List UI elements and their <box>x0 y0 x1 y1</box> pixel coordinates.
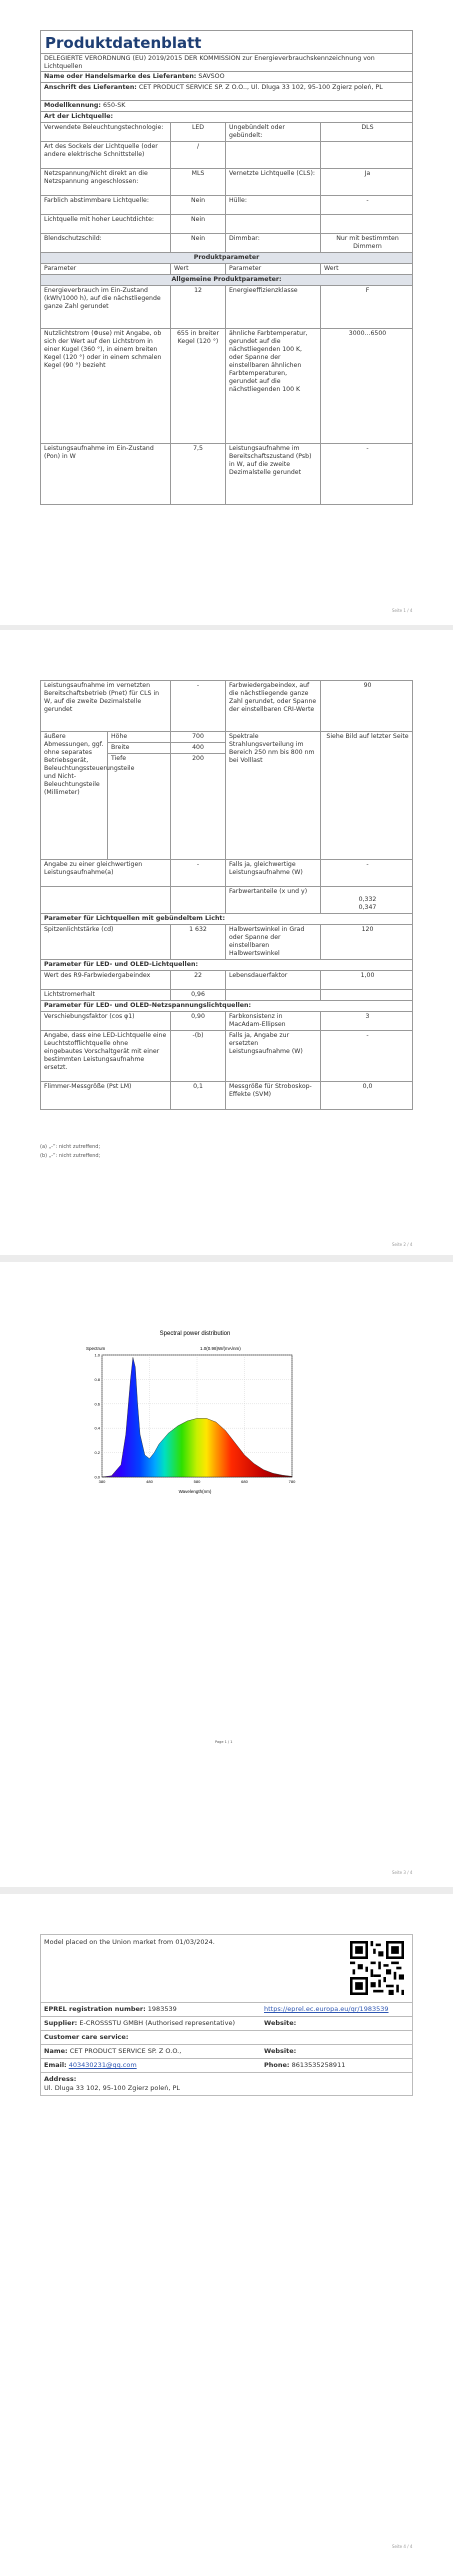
eprel-label: EPREL registration number: <box>44 2005 146 2013</box>
type-row-1 <box>41 142 412 169</box>
chart-xlabel: Wavelength(nm) <box>178 1489 212 1494</box>
col-header-value: Wert <box>171 264 226 274</box>
model-label: Modellkennung: <box>44 102 101 109</box>
type-param: Farblich abstimmbare Lichtquelle: <box>41 196 171 214</box>
value: 0,96 <box>171 990 226 1000</box>
phone-cell <box>261 2059 414 2072</box>
type-value: Nein <box>171 234 226 252</box>
chart-annotation: 1.0(0.98)W/(mA/nm) <box>200 1346 241 1351</box>
general-row-0 <box>41 286 412 329</box>
eprel-row <box>41 2003 412 2017</box>
supplier-address-label: Anschrift des Lieferanten: <box>44 84 137 91</box>
general-params-band: Allgemeine Produktparameter: <box>41 275 412 286</box>
equiv-label: Angabe zu einer gleichwertigen Leistungsaufnahme(a) <box>41 860 171 886</box>
page-footer: Seite 2 / 4 <box>392 1242 413 1247</box>
page-footer: Seite 3 / 4 <box>392 1870 413 1875</box>
placed-text: Model placed on the Union market from 01/03/2024. <box>44 1938 215 1946</box>
dim-depth-label: Tiefe <box>111 755 127 762</box>
x-tick-label: 380 <box>98 1479 106 1484</box>
dim-width-value: 400 <box>171 743 225 754</box>
type-row-4 <box>41 215 412 234</box>
x-tick-label: 480 <box>146 1479 153 1484</box>
chart-title: Spectral power distribution <box>159 1331 231 1337</box>
param: Farbkonsistenz in MacAdam-Ellipsen <box>226 1012 321 1030</box>
mains-row-1 <box>41 1031 412 1082</box>
equivalence-row <box>41 860 412 887</box>
type-param: Art des Sockels der Lichtquelle (oder andere elektrische Schnittstelle) <box>41 142 171 168</box>
dimensions-label: äußere Abmessungen, ggf. ohne separates Betriebsgerät, Beleuchtungssteuerungsteile und Nicht-Beleuchtungsteile (Millimeter) <box>41 732 108 859</box>
dimension-names <box>108 732 171 859</box>
chromaticity-values <box>321 887 414 913</box>
led-row-1 <box>41 990 412 1001</box>
page-footer: Seite 4 / 4 <box>392 2544 413 2549</box>
value: 90 <box>363 682 372 689</box>
type-value: Ja <box>364 170 371 177</box>
type-value: - <box>366 197 369 204</box>
param: Wert des R9-Farbwiedergabeindex <box>41 971 171 989</box>
general-param: ähnliche Farbtemperatur, gerundet auf die nächstliegenden 100 K, oder Spanne der einstellbaren ähnlichen Farbtemperaturen, gerundet auf die nächstliegenden 100 K <box>226 329 321 443</box>
type-value: DLS <box>361 124 374 131</box>
website2-cell <box>261 2045 414 2058</box>
x-tick-label: 680 <box>241 1479 248 1484</box>
general-param: Nutzlichtstrom (Φuse) mit Angabe, ob sich der Wert auf den Lichtstrom in einer Kugel (360 °), in einem breiten Kegel (120 °) oder in einem schmalen Kegel (90 °) bezieht <box>41 329 171 443</box>
empty-cell <box>41 887 171 913</box>
param: Leistungsaufnahme im vernetzten Bereitschaftsbetrieb (Pnet) für CLS in W, auf die zweite Dezimalstelle gerundet <box>41 681 171 731</box>
regulation-text: DELEGIERTE VERORDNUNG (EU) 2019/2015 DER KOMMISSION zur Energieverbrauchskennzeichnung von Lichtquellen <box>41 54 412 72</box>
email-cell <box>41 2059 261 2072</box>
supplier-row <box>41 2017 412 2031</box>
type-value <box>321 215 414 233</box>
type-value: Nein <box>171 215 226 233</box>
name-value: CET PRODUCT SERVICE SP. Z O.O., <box>69 2047 182 2055</box>
supplier-address-row <box>41 83 412 101</box>
value: 3 <box>365 1013 370 1020</box>
y-tick-label: 1.0 <box>94 1352 100 1358</box>
led-row-0 <box>41 971 412 990</box>
eprel-link-cell[interactable] <box>261 2003 414 2016</box>
param: Messgröße für Stroboskop-Effekte (SVM) <box>226 1082 321 1109</box>
dim-height-value: 700 <box>171 732 225 743</box>
type-value: MLS <box>171 169 226 195</box>
param: Falls ja, Angabe zur ersetzten Leistungsaufnahme (W) <box>226 1031 321 1081</box>
y-tick-label: 0.8 <box>94 1376 100 1382</box>
spectral-value: Siehe Bild auf letzter Seite <box>326 733 409 740</box>
placed-row <box>41 1935 412 2003</box>
ccs-label: Customer care service: <box>44 2033 129 2041</box>
value: 120 <box>361 926 374 933</box>
col-header-parameter: Parameter <box>41 264 171 274</box>
type-param: Blendschutzschild: <box>41 234 171 252</box>
param: Flimmer-Messgröße (Pst LM) <box>41 1082 171 1109</box>
mains-row-2 <box>41 1082 412 1109</box>
page-2 <box>0 630 453 1255</box>
directional-band: Parameter für Lichtquellen mit gebündeltem Licht: <box>41 914 412 925</box>
mains-band: Parameter für LED- und OLED-Netzspannungslichtquellen: <box>41 1001 412 1012</box>
name-row <box>41 2045 412 2059</box>
page-title: Produktdatenblatt <box>41 31 412 54</box>
product-params-band: Produktparameter <box>41 253 412 264</box>
page-1 <box>0 0 453 625</box>
param: Lichtstromerhalt <box>41 990 171 1000</box>
plot-area <box>94 1353 296 1485</box>
column-headers <box>41 264 412 275</box>
y-tick-label: 0.2 <box>94 1450 100 1456</box>
col-header-parameter: Parameter <box>226 264 321 274</box>
website-cell <box>261 2017 414 2030</box>
value: 0,90 <box>171 1012 226 1030</box>
phone-label: Phone: <box>264 2061 290 2069</box>
type-param <box>226 142 321 168</box>
chart-ylabel: Spectrum <box>86 1346 106 1351</box>
eprel-value: 1983539 <box>147 2005 177 2013</box>
datasheet-table-p1 <box>40 30 413 505</box>
supplier-name-row <box>41 72 412 83</box>
param <box>226 990 321 1000</box>
empty-cell <box>171 887 226 913</box>
general-value: 3000...6500 <box>348 330 387 337</box>
led-band: Parameter für LED- und OLED-Lichtquellen: <box>41 960 412 971</box>
param: Farbwiedergabeindex, auf die nächstliegende ganze Zahl gerundet, oder Spanne der einstellbaren CRI-Werte <box>226 681 321 731</box>
dim-height-label: Höhe <box>108 732 170 743</box>
type-param: Vernetzte Lichtquelle (CLS): <box>226 169 321 195</box>
type-value: Nur mit bestimmten Dimmern <box>336 235 399 250</box>
model-value: 650-SK <box>102 102 126 109</box>
general-value: 7,5 <box>171 444 226 504</box>
chroma-x: 0,332 <box>358 896 377 903</box>
value: 1 632 <box>171 925 226 959</box>
x-tick-label: 780 <box>288 1479 296 1484</box>
ccs-cell <box>41 2031 412 2044</box>
general-row-2 <box>41 444 412 504</box>
general-param: Energieverbrauch im Ein-Zustand (kWh/1000 h), auf die nächstliegende ganze Zahl gerundet <box>41 286 171 328</box>
type-param: Dimmbar: <box>226 234 321 252</box>
spectral-chart <box>80 1327 310 1497</box>
page-3 <box>0 1262 453 1887</box>
chromaticity-row <box>41 887 412 914</box>
general-param: Energieeffizienzklasse <box>226 286 321 328</box>
equiv-right-value: - <box>366 861 369 868</box>
email-link[interactable]: 403430231@qq.com <box>68 2061 137 2069</box>
supplier-address-value: CET PRODUCT SERVICE SP. Z O.O.., Ul. Dluga 33 102, 95-100 Zgierz poleń, PL <box>138 84 383 91</box>
eprel-sheet <box>40 1934 413 2096</box>
dimensions-block <box>41 732 412 860</box>
email-label: Email: <box>44 2061 67 2069</box>
light-source-type-heading: Art der Lichtquelle: <box>41 112 412 123</box>
value: 22 <box>171 971 226 989</box>
eprel-cell <box>41 2003 261 2016</box>
type-value: / <box>171 142 226 168</box>
footnote-b: (b) „-“: nicht zutreffend; <box>40 1153 101 1159</box>
general-param: Leistungsaufnahme im Bereitschaftszustand (Psb) in W, auf die zweite Dezimalstelle gerundet <box>226 444 321 504</box>
dim-width-label: Breite <box>108 743 170 754</box>
name-label: Name: <box>44 2047 68 2055</box>
address-value: Ul. Dluga 33 102, 95-100 Zgierz poleń, PL <box>44 2084 181 2092</box>
footnote-a: (a) „-“: nicht zutreffend; <box>40 1144 101 1150</box>
type-param: Lichtquelle mit hoher Leuchtdichte: <box>41 215 171 233</box>
dimension-values <box>171 732 226 859</box>
type-value <box>321 142 414 168</box>
type-row-2 <box>41 169 412 196</box>
type-param: Hülle: <box>226 196 321 214</box>
param: Angabe, dass eine LED-Lichtquelle eine Leuchtstofflichtquelle ohne eingebautes Vorschaltgerät mit einer bestimmten Leistungsaufnahme ersetzt. <box>41 1031 171 1081</box>
supplier-label: Supplier: <box>44 2019 78 2027</box>
type-row-3 <box>41 196 412 215</box>
supplier-value: E-CROSSSTU GMBH (Authorised representative) <box>79 2019 235 2027</box>
type-value: LED <box>171 123 226 141</box>
supplier-name-value: SAVSOO <box>198 73 225 80</box>
type-param: Netzspannung/Nicht direkt an die Netzspannung angeschlossen: <box>41 169 171 195</box>
equiv-value: - <box>171 860 226 886</box>
address-label: Address: <box>44 2075 77 2083</box>
qr-code-icon <box>350 1941 404 1995</box>
inner-page-footer: Page 1 / 1 <box>215 1740 233 1744</box>
type-row-0 <box>41 123 412 142</box>
address-row <box>41 2073 412 2095</box>
value <box>321 990 414 1000</box>
name-cell <box>41 2045 261 2058</box>
dim-depth-value: 200 <box>192 755 204 762</box>
param: Halbwertswinkel in Grad oder Spanne der einstellbaren Halbwertswinkel <box>226 925 321 959</box>
param: Spitzenlichtstärke (cd) <box>41 925 171 959</box>
value: 1,00 <box>360 972 375 979</box>
param: Lebensdauerfaktor <box>226 971 321 989</box>
website2-label: Website: <box>264 2047 297 2055</box>
value: -(b) <box>171 1031 226 1081</box>
model-row <box>41 101 412 112</box>
general-row-1 <box>41 329 412 444</box>
value: - <box>171 681 226 731</box>
eprel-link[interactable]: https://eprel.ec.europa.eu/qr/1983539 <box>264 2005 389 2013</box>
page-4 <box>0 1894 453 2560</box>
chromaticity-label: Farbwertanteile (x und y) <box>226 887 321 913</box>
type-row-5 <box>41 234 412 253</box>
page-footer: Seite 1 / 4 <box>392 608 413 613</box>
website-label: Website: <box>264 2019 297 2027</box>
general-value: F <box>365 287 370 294</box>
general-param: Leistungsaufnahme im Ein-Zustand (Pon) in W <box>41 444 171 504</box>
type-param: Verwendete Beleuchtungstechnologie: <box>41 123 171 141</box>
y-tick-label: 0.6 <box>94 1401 100 1407</box>
x-tick-label: 580 <box>193 1479 201 1484</box>
type-param <box>226 215 321 233</box>
type-value: Nein <box>171 196 226 214</box>
general-value: 12 <box>171 286 226 328</box>
standby-row <box>41 681 412 732</box>
supplier-cell <box>41 2017 261 2030</box>
value: 0,0 <box>362 1083 373 1090</box>
equiv-right-label: Falls ja, gleichwertige Leistungsaufnahme (W) <box>226 860 321 886</box>
address-cell <box>41 2073 412 2095</box>
directional-row <box>41 925 412 960</box>
supplier-name-label: Name oder Handelsmarke des Lieferanten: <box>44 73 197 80</box>
param: Verschiebungsfaktor (cos φ1) <box>41 1012 171 1030</box>
y-tick-label: 0.0 <box>94 1474 100 1480</box>
value: - <box>366 1032 369 1039</box>
chroma-y: 0,347 <box>358 904 377 911</box>
mains-row-0 <box>41 1012 412 1031</box>
spectral-chart-svg <box>80 1327 310 1497</box>
ccs-row <box>41 2031 412 2045</box>
datasheet-table-p2 <box>40 680 413 1110</box>
type-param: Ungebündelt oder gebündelt: <box>226 123 321 141</box>
general-value: - <box>366 445 369 452</box>
email-row <box>41 2059 412 2073</box>
spectral-label: Spektrale Strahlungsverteilung im Bereich 250 nm bis 800 nm bei Volllast <box>226 732 321 859</box>
general-value: 655 in breiter Kegel (120 °) <box>171 329 226 443</box>
phone-value: 8613535258911 <box>291 2061 346 2069</box>
y-tick-label: 0.4 <box>94 1425 100 1431</box>
value: 0,1 <box>171 1082 226 1109</box>
col-header-value: Wert <box>324 265 339 272</box>
